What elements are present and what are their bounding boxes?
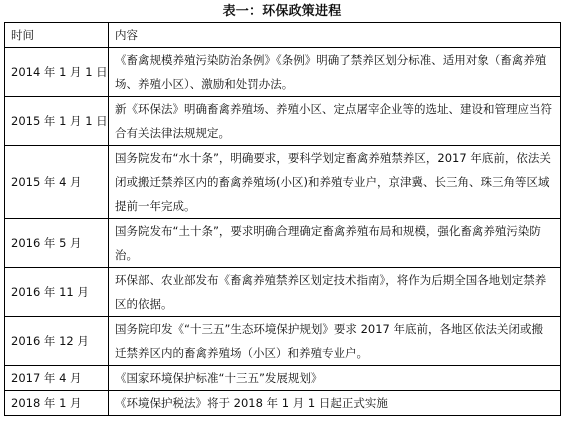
content-cell: 国务院发布“土十条”，要求明确合理确定畜禽养殖布局和规模，强化畜禽养殖污染防治。 bbox=[109, 219, 561, 268]
table-row bbox=[5, 391, 561, 416]
table-row bbox=[5, 219, 561, 268]
time-cell: 2014 年 1 月 1 日 bbox=[5, 48, 109, 97]
content-cell: 《畜禽规模养殖污染防治条例》《条例》明确了禁养区划分标准、适用对象（畜禽养殖场、养殖小区）、激励和处罚办法。 bbox=[109, 48, 561, 97]
time-cell: 2016 年 11 月 bbox=[5, 268, 109, 317]
time-cell: 2015 年 4 月 bbox=[5, 146, 109, 219]
table-row bbox=[5, 268, 561, 317]
content-cell: 《国家环境保护标准“十三五”发展规划》 bbox=[109, 366, 561, 391]
content-cell: 国务院发布“水十条”，明确要求，要科学划定畜禽养殖禁养区，2017 年底前，依法关闭或搬迁禁养区内的畜禽养殖场(小区)和养殖专业户，京津冀、长三角、珠三角等区域提前一年完成。 bbox=[109, 146, 561, 219]
header-cell-content: 内容 bbox=[109, 23, 561, 48]
table-row bbox=[5, 48, 561, 97]
time-cell: 2016 年 5 月 bbox=[5, 219, 109, 268]
table-caption: 表一：环保政策进程 bbox=[222, 4, 342, 19]
table-row bbox=[5, 146, 561, 219]
table-row bbox=[5, 317, 561, 366]
table-header-row bbox=[5, 23, 561, 48]
content-cell: 环保部、农业部发布《畜禽养殖禁养区划定技术指南》，将作为后期全国各地划定禁养区的依据。 bbox=[109, 268, 561, 317]
time-cell: 2017 年 4 月 bbox=[5, 366, 109, 391]
table-row bbox=[5, 97, 561, 146]
time-cell: 2018 年 1 月 bbox=[5, 391, 109, 416]
table-row bbox=[5, 366, 561, 391]
content-cell: 国务院印发《“十三五”生态环境保护规划》要求 2017 年底前，各地区依法关闭或搬迁禁养区内的畜禽养殖场（小区）和养殖专业户。 bbox=[109, 317, 561, 366]
content-cell: 新《环保法》明确畜禽养殖场、养殖小区、定点屠宰企业等的选址、建设和管理应当符合有关法律法规规定。 bbox=[109, 97, 561, 146]
time-cell: 2015 年 1 月 1 日 bbox=[5, 97, 109, 146]
content-cell: 《环境保护税法》将于 2018 年 1 月 1 日起正式实施 bbox=[109, 391, 561, 416]
time-cell: 2016 年 12 月 bbox=[5, 317, 109, 366]
policy-timeline-table bbox=[4, 22, 561, 416]
header-cell-time: 时间 bbox=[5, 23, 109, 48]
